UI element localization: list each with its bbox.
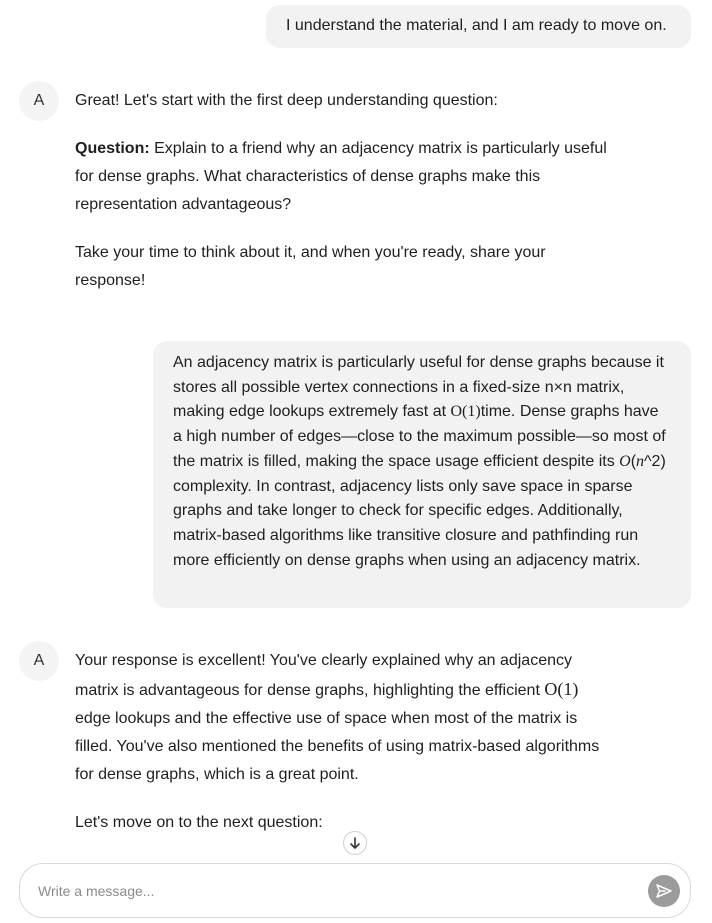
assistant-message — [75, 87, 615, 315]
assistant-avatar — [19, 641, 59, 681]
send-icon — [655, 882, 673, 900]
message-composer — [19, 863, 691, 918]
assistant-feedback — [75, 647, 615, 789]
user-message-text: I understand the material, and I am ready to move on. — [286, 17, 667, 34]
assistant-intro: Great! Let's start with the first deep understanding question: — [75, 92, 498, 109]
math-o: O — [619, 452, 631, 470]
message-input[interactable] — [38, 880, 628, 902]
assistant-closing: Take your time to think about it, and when you're ready, share your response! — [75, 244, 546, 289]
assistant-message — [75, 647, 615, 857]
math-o1: O(1) — [544, 679, 579, 699]
scroll-to-bottom-button[interactable] — [343, 831, 367, 855]
user-message — [266, 5, 691, 48]
send-button[interactable] — [648, 875, 680, 907]
math-paren: ( — [630, 452, 637, 470]
user-answer-part-1: An adjacency matrix is particularly useful for dense graphs because it stores all possible vertex connections in a fixed-size n×n matrix, making edge lookups extremely fast at — [173, 354, 664, 421]
feedback-text-2: edge lookups and the effective use of space when most of the matrix is filled. You've also mentioned the benefits of using matrix-based algorithms for dense graphs, which is a great point. — [75, 710, 600, 783]
math-n: n — [636, 452, 645, 470]
math-o1: O(1) — [450, 403, 481, 421]
avatar-letter: A — [33, 652, 45, 669]
user-answer-part-3: complexity. In contrast, adjacency lists only save space in sparse graphs and take longer to check for specific edges. Additionally, matrix-based algorithms like transitive closure and pathfinding run more efficiently on dense graphs when using an adjacency matrix. — [173, 477, 641, 569]
question-label: Question: — [75, 140, 150, 157]
assistant-avatar — [19, 81, 59, 121]
math-exponent: ^2) — [644, 452, 666, 470]
user-message — [153, 341, 691, 608]
assistant-question — [75, 135, 615, 219]
question-text: Explain to a friend why an adjacency matrix is particularly useful for dense graphs. What characteristics of dense graphs make this representation advantageous? — [75, 140, 607, 213]
user-answer-part-2: time. Dense graphs have a high number of edges—close to the maximum possible—so most of the matrix is filled, making the space usage efficient despite its — [173, 403, 666, 470]
avatar-letter: A — [33, 92, 45, 109]
arrow-down-icon — [348, 836, 362, 850]
feedback-text-1: Your response is excellent! You've clearly explained why an adjacency matrix is advantageous for dense graphs, highlighting the efficient — [75, 652, 572, 699]
assistant-next: Let's move on to the next question: — [75, 814, 323, 831]
